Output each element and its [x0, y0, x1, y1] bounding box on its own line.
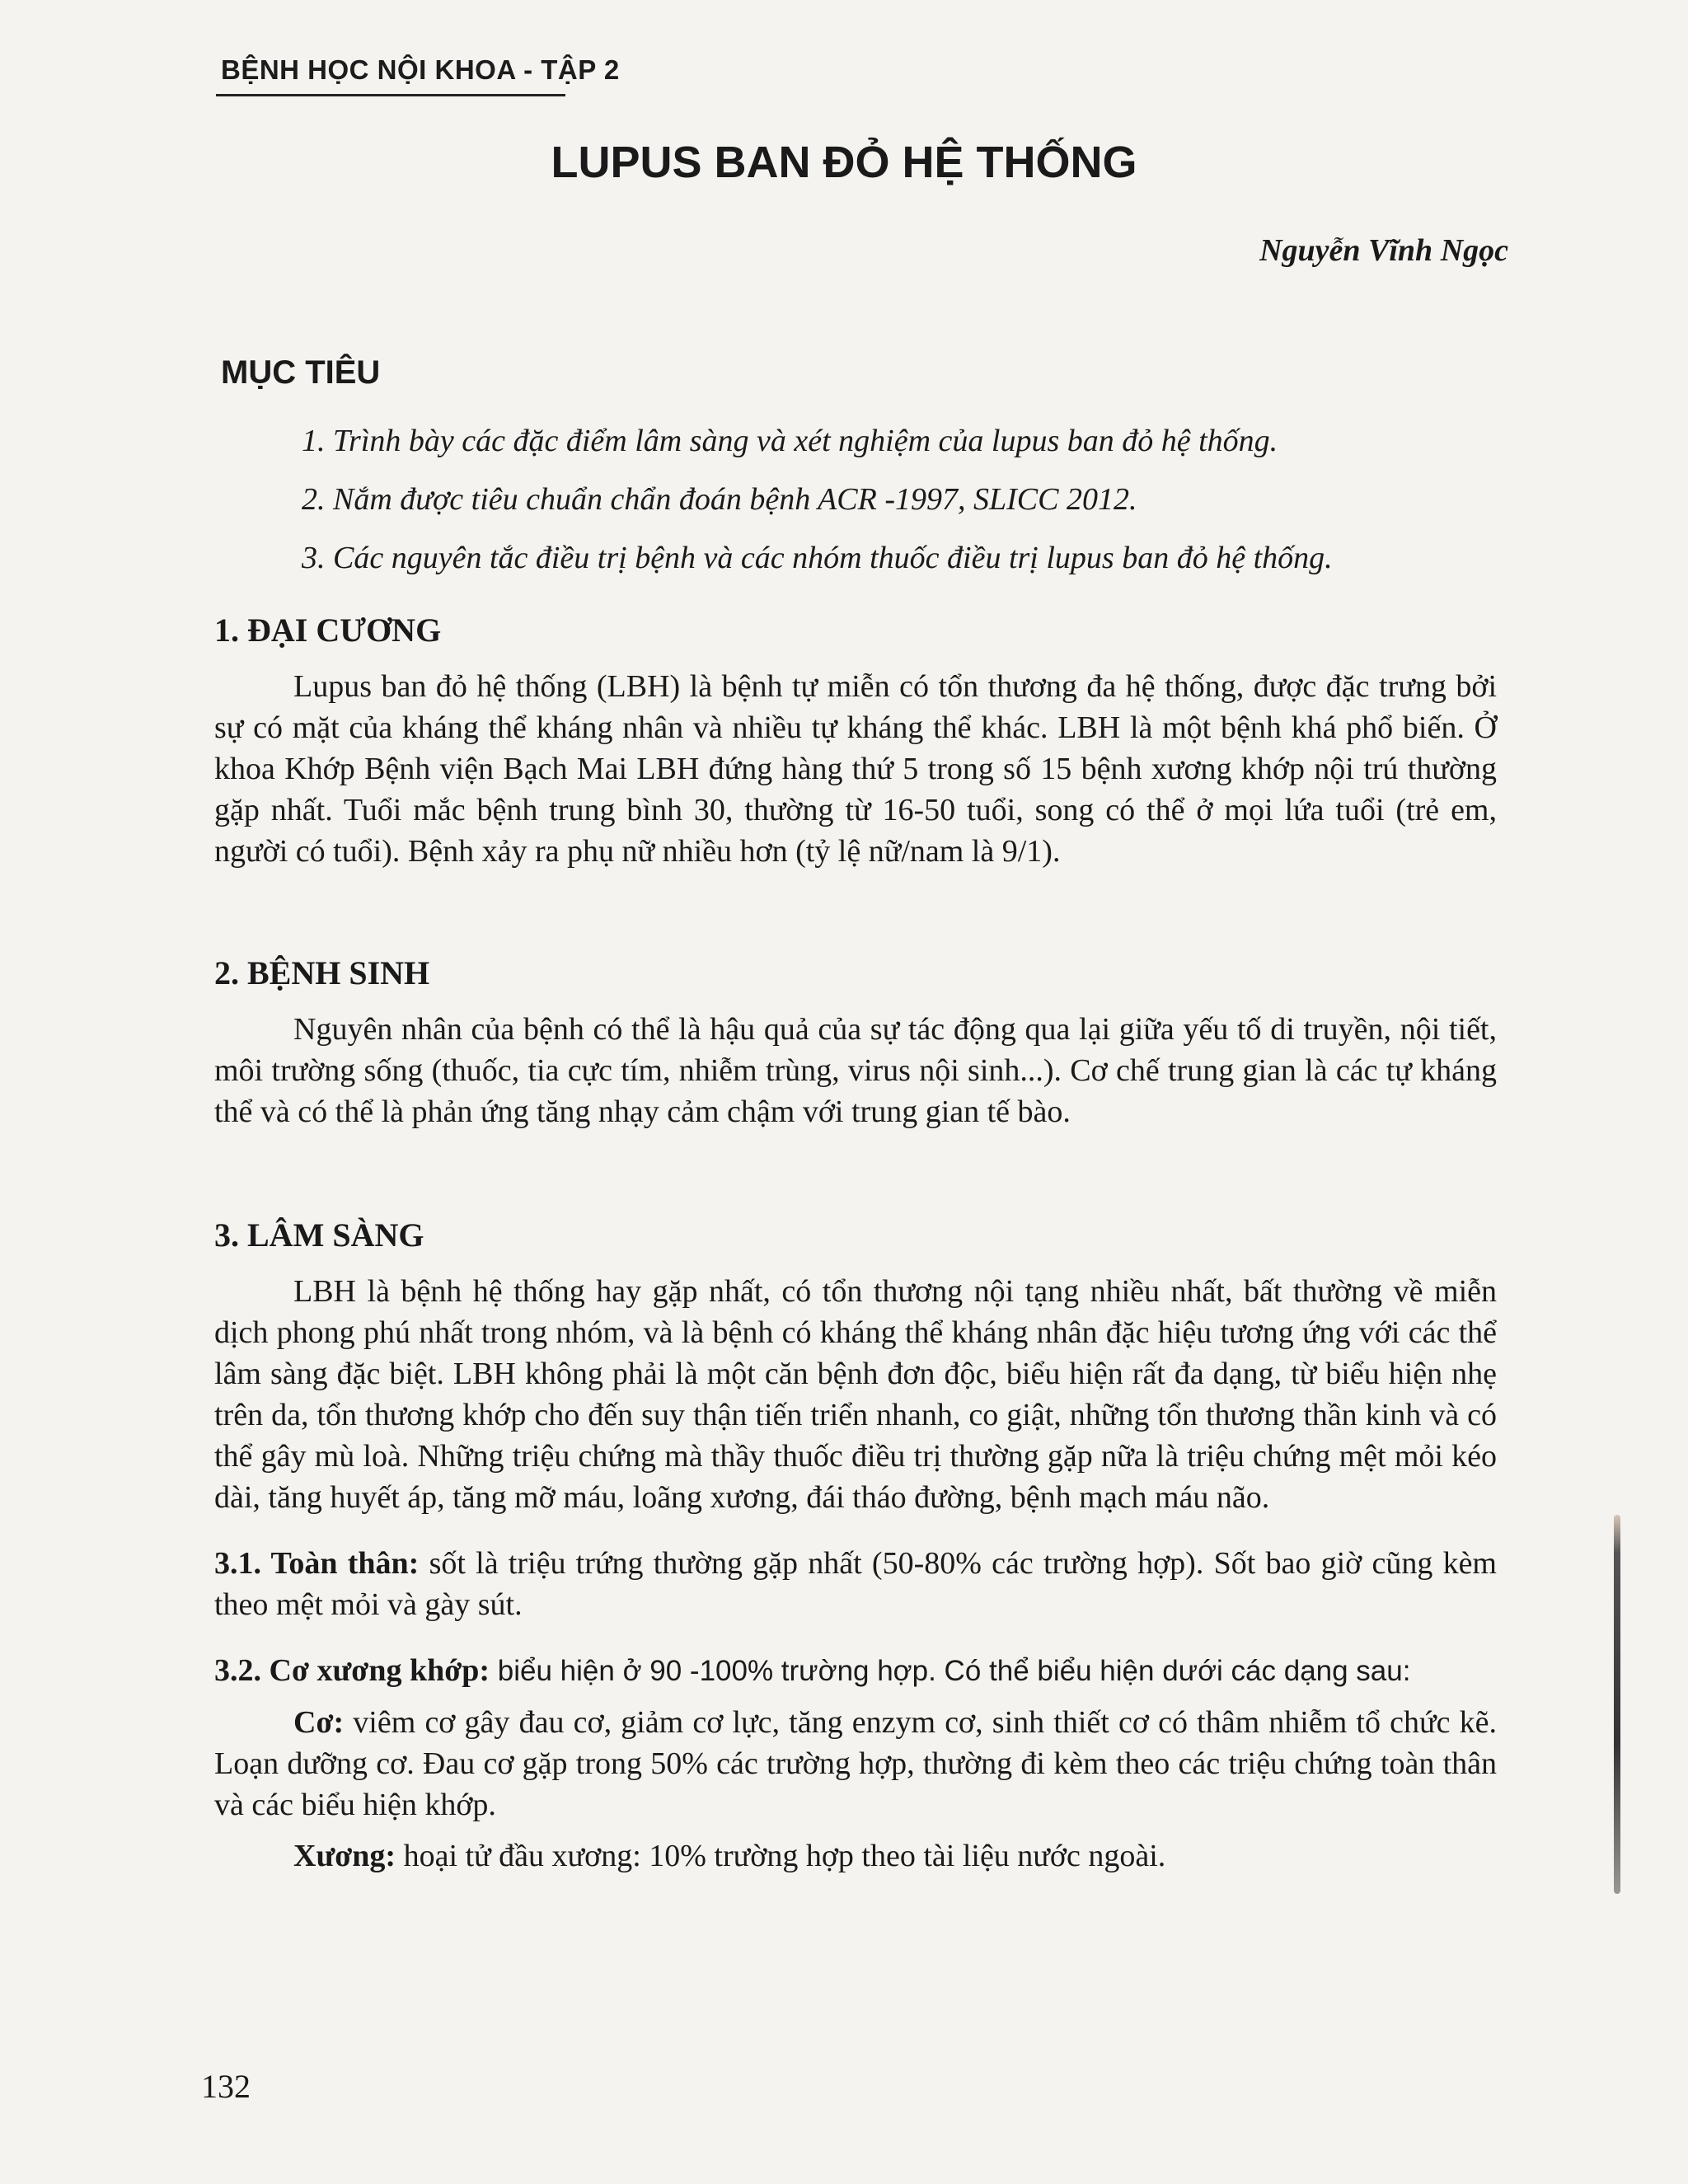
section-paragraph: LBH là bệnh hệ thống hay gặp nhất, có tổn thương nội tạng nhiều nhất, bất thường về miễn dịch phong phú nhất trong nhóm, và là bệnh có kháng thể kháng nhân đặc hiệu tương ứng với các thể lâm sàng đặc biệt. LBH không phải là một căn bệnh đơn độc, biểu hiện rất đa dạng, từ biểu hiện nhẹ trên da, tổn thương khớp cho đến suy thận tiến triển nhanh, co giật, những tổn thương thần kinh và có thể gây mù loà. Những triệu chứng mà thầy thuốc điều trị thường gặp nữa là triệu chứng mệt mỏi kéo dài, tăng huyết áp, tăng mỡ máu, loãng xương, đái tháo đường, bệnh mạch máu não.	[214, 1274, 1497, 1515]
section-paragraph: Lupus ban đỏ hệ thống (LBH) là bệnh tự miễn có tổn thương đa hệ thống, được đặc trưng bởi sự có mặt của kháng thể kháng nhân và nhiều tự kháng thể khác. LBH là một bệnh khá phổ biến. Ở khoa Khớp Bệnh viện Bạch Mai LBH đứng hàng thứ 5 trong số 15 bệnh xương khớp nội trú thường gặp nhất. Tuổi mắc bệnh trung bình 30, thường từ 16-50 tuổi, song có thể ở mọi lứa tuổi (trẻ em, người có tuổi). Bệnh xảy ra phụ nữ nhiều hơn (tỷ lệ nữ/nam là 9/1).	[214, 669, 1497, 869]
section-heading: 1. ĐẠI CƯƠNG	[214, 612, 442, 649]
chapter-title: LUPUS BAN ĐỎ HỆ THỐNG	[551, 138, 1137, 187]
section-general	[214, 610, 1497, 872]
objective-item: 2. Nắm được tiêu chuẩn chẩn đoán bệnh ACR -1997, SLICC 2012.	[302, 482, 1137, 517]
scan-edge-mark	[1614, 1515, 1620, 1894]
subsection-label: 3.2. Cơ xương khớp:	[214, 1653, 490, 1688]
header-rule	[216, 94, 565, 96]
item-text: hoại tử đầu xương: 10% trường hợp theo tài liệu nước ngoài.	[396, 1839, 1166, 1873]
muscle-item	[214, 1702, 1497, 1825]
chapter-author: Nguyễn Vĩnh Ngọc	[1259, 233, 1508, 268]
item-text: viêm cơ gây đau cơ, giảm cơ lực, tăng enzym cơ, sinh thiết cơ có thâm nhiễm tổ chức kẽ. Loạn dưỡng cơ. Đau cơ gặp trong 50% các trường hợp, thường đi kèm theo các triệu chứng toàn thân và các biểu hiện khớp.	[214, 1705, 1497, 1822]
section-heading: 3. LÂM SÀNG	[214, 1216, 424, 1254]
subsection-label: 3.1. Toàn thân:	[214, 1546, 420, 1581]
section-pathogenesis	[214, 953, 1497, 1132]
objective-item: 1. Trình bày các đặc điểm lâm sàng và xét nghiệm của lupus ban đỏ hệ thống.	[302, 424, 1278, 458]
objective-item: 3. Các nguyên tắc điều trị bệnh và các nhóm thuốc điều trị lupus ban đỏ hệ thống.	[302, 541, 1333, 575]
item-label: Cơ:	[293, 1705, 345, 1740]
section-paragraph: Nguyên nhân của bệnh có thể là hậu quả của sự tác động qua lại giữa yếu tố di truyền, nội tiết, môi trường sống (thuốc, tia cực tím, nhiễm trùng, virus nội sinh...). Cơ chế trung gian là các tự kháng thể và có thể là phản ứng tăng nhạy cảm chậm với trung gian tế bào.	[214, 1012, 1497, 1129]
bone-item	[214, 1835, 1497, 1877]
subsection-musculoskeletal	[214, 1650, 1497, 1692]
running-header: BỆNH HỌC NỘI KHOA - TẬP 2	[221, 54, 620, 85]
page-number: 132	[201, 2068, 251, 2105]
subsection-systemic	[214, 1543, 1497, 1625]
item-label: Xương:	[293, 1839, 396, 1873]
objectives-list	[302, 420, 1538, 596]
section-clinical	[214, 1215, 1497, 1886]
objectives-heading: MỤC TIÊU	[221, 354, 381, 391]
section-heading: 2. BỆNH SINH	[214, 954, 430, 991]
subsection-text: biểu hiện ở 90 -100% trường hợp. Có thể biểu hiện dưới các dạng sau:	[490, 1655, 1411, 1687]
subsection-text: sốt là triệu trứng thường gặp nhất (50-80% các trường hợp). Sốt bao giờ cũng kèm theo mệt mỏi và gày sút.	[214, 1546, 1497, 1622]
